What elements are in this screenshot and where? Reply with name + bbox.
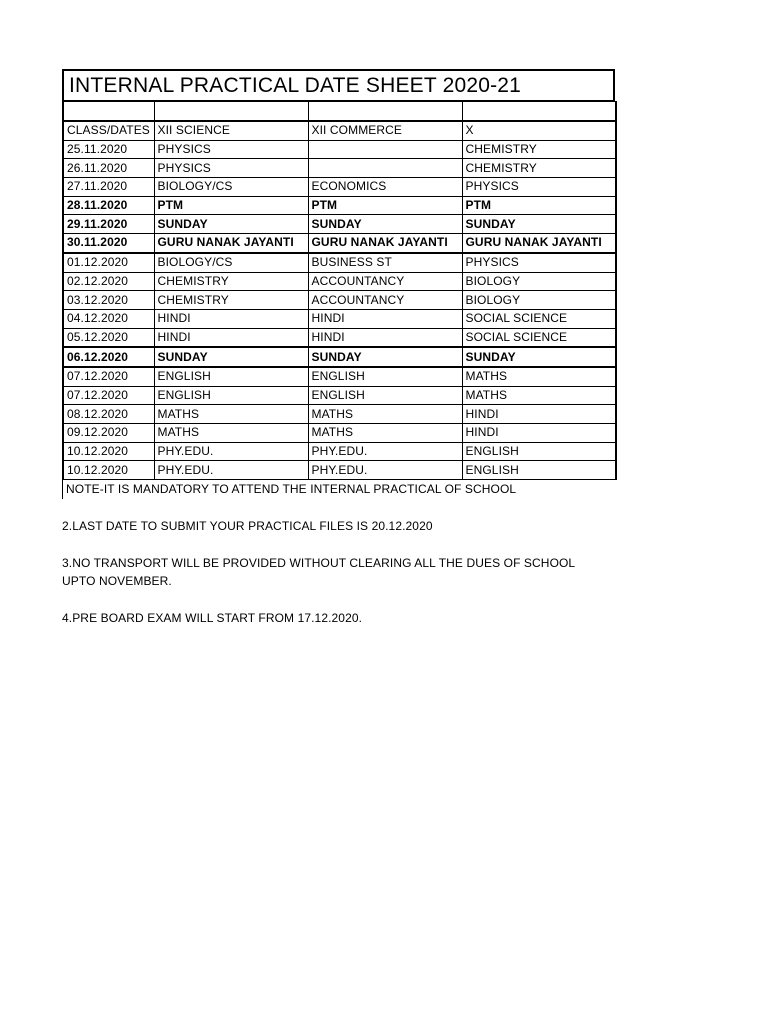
x-class-cell: ENGLISH (462, 461, 616, 480)
note-transport-line1: 3.NO TRANSPORT WILL BE PROVIDED WITHOUT CLEARING ALL THE DUES OF SCHOOL (62, 555, 576, 570)
x-class-cell: PHYSICS (462, 253, 616, 272)
date-cell: 01.12.2020 (63, 253, 154, 272)
header-row (63, 121, 616, 140)
notes-section (62, 480, 615, 627)
table-row (63, 386, 616, 405)
date-cell: 06.12.2020 (63, 347, 154, 367)
x-class-cell: PHYSICS (462, 178, 616, 197)
table-row (63, 253, 616, 272)
note-mandatory: NOTE-IT IS MANDATORY TO ATTEND THE INTERNAL PRACTICAL OF SCHOOL (62, 480, 615, 499)
xii-commerce-cell: MATHS (308, 405, 462, 424)
xii-commerce-cell: HINDI (308, 309, 462, 328)
x-class-cell: BIOLOGY (462, 291, 616, 310)
table-row (63, 272, 616, 291)
date-cell: 09.12.2020 (63, 424, 154, 443)
blank-cell (462, 102, 616, 122)
date-cell: 25.11.2020 (63, 140, 154, 159)
table-row (63, 291, 616, 310)
x-class-cell: HINDI (462, 405, 616, 424)
x-class-cell: MATHS (462, 367, 616, 386)
column-header-x: X (462, 121, 616, 140)
date-cell: 27.11.2020 (63, 178, 154, 197)
xii-commerce-cell (308, 140, 462, 159)
xii-commerce-cell: ENGLISH (308, 367, 462, 386)
xii-science-cell: PTM (154, 196, 308, 215)
sheet-title: INTERNAL PRACTICAL DATE SHEET 2020-21 (62, 69, 615, 101)
date-cell: 07.12.2020 (63, 386, 154, 405)
xii-science-cell: HINDI (154, 309, 308, 328)
xii-science-cell: BIOLOGY/CS (154, 178, 308, 197)
blank-cell (63, 102, 154, 122)
date-cell: 26.11.2020 (63, 159, 154, 178)
blank-cell (154, 102, 308, 122)
table-row (63, 424, 616, 443)
date-cell: 03.12.2020 (63, 291, 154, 310)
table-row (63, 178, 616, 197)
table-row (63, 159, 616, 178)
xii-science-cell: GURU NANAK JAYANTI (154, 234, 308, 253)
xii-commerce-cell: SUNDAY (308, 347, 462, 367)
xii-science-cell: SUNDAY (154, 215, 308, 234)
table-row (63, 405, 616, 424)
blank-row (63, 102, 616, 122)
date-cell: 08.12.2020 (63, 405, 154, 424)
date-cell: 29.11.2020 (63, 215, 154, 234)
xii-science-cell: PHYSICS (154, 159, 308, 178)
x-class-cell: SOCIAL SCIENCE (462, 328, 616, 347)
xii-commerce-cell: MATHS (308, 424, 462, 443)
x-class-cell: CHEMISTRY (462, 140, 616, 159)
xii-commerce-cell: ACCOUNTANCY (308, 291, 462, 310)
x-class-cell: GURU NANAK JAYANTI (462, 234, 616, 253)
x-class-cell: ENGLISH (462, 442, 616, 461)
table-row (63, 461, 616, 480)
date-cell: 28.11.2020 (63, 196, 154, 215)
x-class-cell: BIOLOGY (462, 272, 616, 291)
x-class-cell: SUNDAY (462, 215, 616, 234)
xii-science-cell: SUNDAY (154, 347, 308, 367)
xii-commerce-cell: ENGLISH (308, 386, 462, 405)
column-header-xii-commerce: XII COMMERCE (308, 121, 462, 140)
xii-commerce-cell: HINDI (308, 328, 462, 347)
x-class-cell: CHEMISTRY (462, 159, 616, 178)
table-row (63, 367, 616, 386)
xii-science-cell: BIOLOGY/CS (154, 253, 308, 272)
x-class-cell: HINDI (462, 424, 616, 443)
xii-science-cell: MATHS (154, 405, 308, 424)
table-row (63, 309, 616, 328)
xii-commerce-cell: BUSINESS ST (308, 253, 462, 272)
date-sheet-table (62, 101, 617, 480)
xii-science-cell: CHEMISTRY (154, 291, 308, 310)
xii-science-cell: PHYSICS (154, 140, 308, 159)
date-cell: 10.12.2020 (63, 461, 154, 480)
table-row (63, 215, 616, 234)
note-practical-files: 2.LAST DATE TO SUBMIT YOUR PRACTICAL FILES IS 20.12.2020 (62, 519, 433, 534)
date-cell: 07.12.2020 (63, 367, 154, 386)
xii-science-cell: ENGLISH (154, 367, 308, 386)
xii-commerce-cell: GURU NANAK JAYANTI (308, 234, 462, 253)
x-class-cell: SOCIAL SCIENCE (462, 309, 616, 328)
xii-commerce-cell: PHY.EDU. (308, 461, 462, 480)
table-row (63, 328, 616, 347)
column-header-xii-science: XII SCIENCE (154, 121, 308, 140)
table-row (63, 347, 616, 367)
xii-science-cell: ENGLISH (154, 386, 308, 405)
table-row (63, 140, 616, 159)
note-pre-board: 4.PRE BOARD EXAM WILL START FROM 17.12.2020. (62, 610, 363, 625)
xii-science-cell: CHEMISTRY (154, 272, 308, 291)
column-header-date: CLASS/DATES (63, 121, 154, 140)
xii-science-cell: PHY.EDU. (154, 461, 308, 480)
x-class-cell: MATHS (462, 386, 616, 405)
date-cell: 10.12.2020 (63, 442, 154, 461)
xii-commerce-cell: ECONOMICS (308, 178, 462, 197)
xii-commerce-cell: PHY.EDU. (308, 442, 462, 461)
xii-commerce-cell: SUNDAY (308, 215, 462, 234)
xii-science-cell: PHY.EDU. (154, 442, 308, 461)
xii-commerce-cell: PTM (308, 196, 462, 215)
date-cell: 04.12.2020 (63, 309, 154, 328)
date-cell: 05.12.2020 (63, 328, 154, 347)
xii-science-cell: MATHS (154, 424, 308, 443)
xii-commerce-cell: ACCOUNTANCY (308, 272, 462, 291)
x-class-cell: PTM (462, 196, 616, 215)
date-cell: 30.11.2020 (63, 234, 154, 253)
note-transport-line2: UPTO NOVEMBER. (62, 574, 172, 589)
blank-cell (308, 102, 462, 122)
x-class-cell: SUNDAY (462, 347, 616, 367)
xii-commerce-cell (308, 159, 462, 178)
date-sheet (62, 69, 615, 627)
table-row (63, 442, 616, 461)
xii-science-cell: HINDI (154, 328, 308, 347)
table-row (63, 196, 616, 215)
table-row (63, 234, 616, 253)
date-cell: 02.12.2020 (63, 272, 154, 291)
